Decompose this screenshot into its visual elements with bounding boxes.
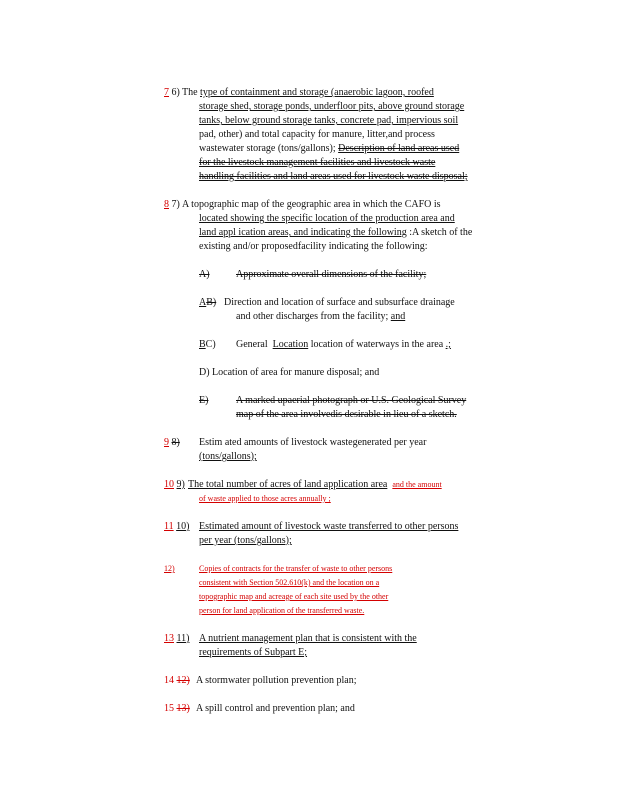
item-13-number: 13 11) (164, 633, 190, 644)
item-13-line-2: requirements of Subpart E; (199, 647, 308, 658)
item-8-sub-e-text-2: map of the area involvedis desirable in lieu of a sketch. (236, 409, 457, 420)
item-8-number: 8 7) (164, 199, 180, 210)
item-7-line-4: pad, other) and total capacity for manure, litter,and process (199, 129, 435, 140)
item-8-sub-a-text: Approximate overall dimensions of the facility; (236, 269, 427, 280)
item-8-sub-a-label: A) (199, 269, 210, 280)
item-7-line-3: tanks, below ground storage tanks, concrete pad, impervious soil (199, 115, 459, 126)
item-10-number: 10 9) (164, 479, 185, 490)
item-15-line-1: A spill control and prevention plan; and (196, 703, 355, 714)
item-8-sub-c-text: General Location location of waterways in the area .; (236, 339, 451, 350)
item-8-line-4: existing and/or proposedfacility indicating the following: (199, 241, 428, 252)
item-8-sub-b-text-2: and other discharges from the facility; and (236, 311, 406, 322)
item-7-line-5: wastewater storage (tons/gallons); Description of land areas used (199, 143, 460, 154)
item-11-number: 11 10) (164, 521, 190, 532)
item-12-number: 12) (164, 564, 175, 573)
item-14-number: 14 12) (164, 675, 190, 686)
item-9-number: 9 8) (164, 437, 180, 448)
item-12-line-3: topographic map and acreage of each site used by the other (199, 592, 389, 601)
item-10-line-1: The total number of acres of land application area and the amount (188, 479, 442, 490)
item-8-sub-e-label: E) (199, 395, 209, 406)
item-7-line-1: The type of containment and storage (anaerobic lagoon, roofed (182, 87, 434, 98)
item-12-line-2: consistent with Section 502.610(k) and the location on a (199, 578, 380, 587)
item-12-line-4: person for land application of the transferred waste. (199, 606, 365, 615)
item-7-line-2: storage shed, storage ponds, underfloor pits, above ground storage (199, 101, 465, 112)
item-12-line-1: Copies of contracts for the transfer of waste to other persons (199, 564, 393, 573)
item-7-number: 7 6) (164, 87, 180, 98)
item-8-sub-b-text: Direction and location of surface and subsurface drainage (224, 297, 455, 308)
item-8-sub-b-label: AB) (199, 297, 217, 308)
item-15-number: 15 13) (164, 703, 190, 714)
item-11-line-1: Estimated amount of livestock waste transferred to other persons (199, 521, 459, 532)
item-13-line-1: A nutrient management plan that is consistent with the (199, 633, 417, 644)
item-7-line-7: handling facilities and land areas used for livestock waste disposal; (199, 171, 468, 182)
item-8-sub-d: D) Location of area for manure disposal; and (199, 367, 380, 378)
item-11-line-2: per year (tons/gallons); (199, 535, 292, 546)
item-9-line-1: Estim ated amounts of livestock wastegenerated per year (199, 437, 427, 448)
item-8-sub-c-label: BC) (199, 339, 216, 350)
item-8-line-3: land appl ication areas, and indicating the following :A sketch of the (199, 227, 473, 238)
item-7-line-6: for the livestock management facilities and livestock waste (199, 157, 436, 168)
item-8-sub-e-text-1: A marked upaerial photograph or U.S. Geological Survey (236, 395, 467, 406)
item-8-line-2: located showing the specific location of the production area and (199, 213, 455, 224)
item-10-line-2: of waste applied to those acres annually ; (199, 494, 331, 503)
item-14-line-1: A stormwater pollution prevention plan; (196, 675, 357, 686)
item-8-line-1: A topographic map of the geographic area in which the CAFO is (182, 199, 441, 210)
item-9-line-2: (tons/gallons); (199, 451, 257, 462)
